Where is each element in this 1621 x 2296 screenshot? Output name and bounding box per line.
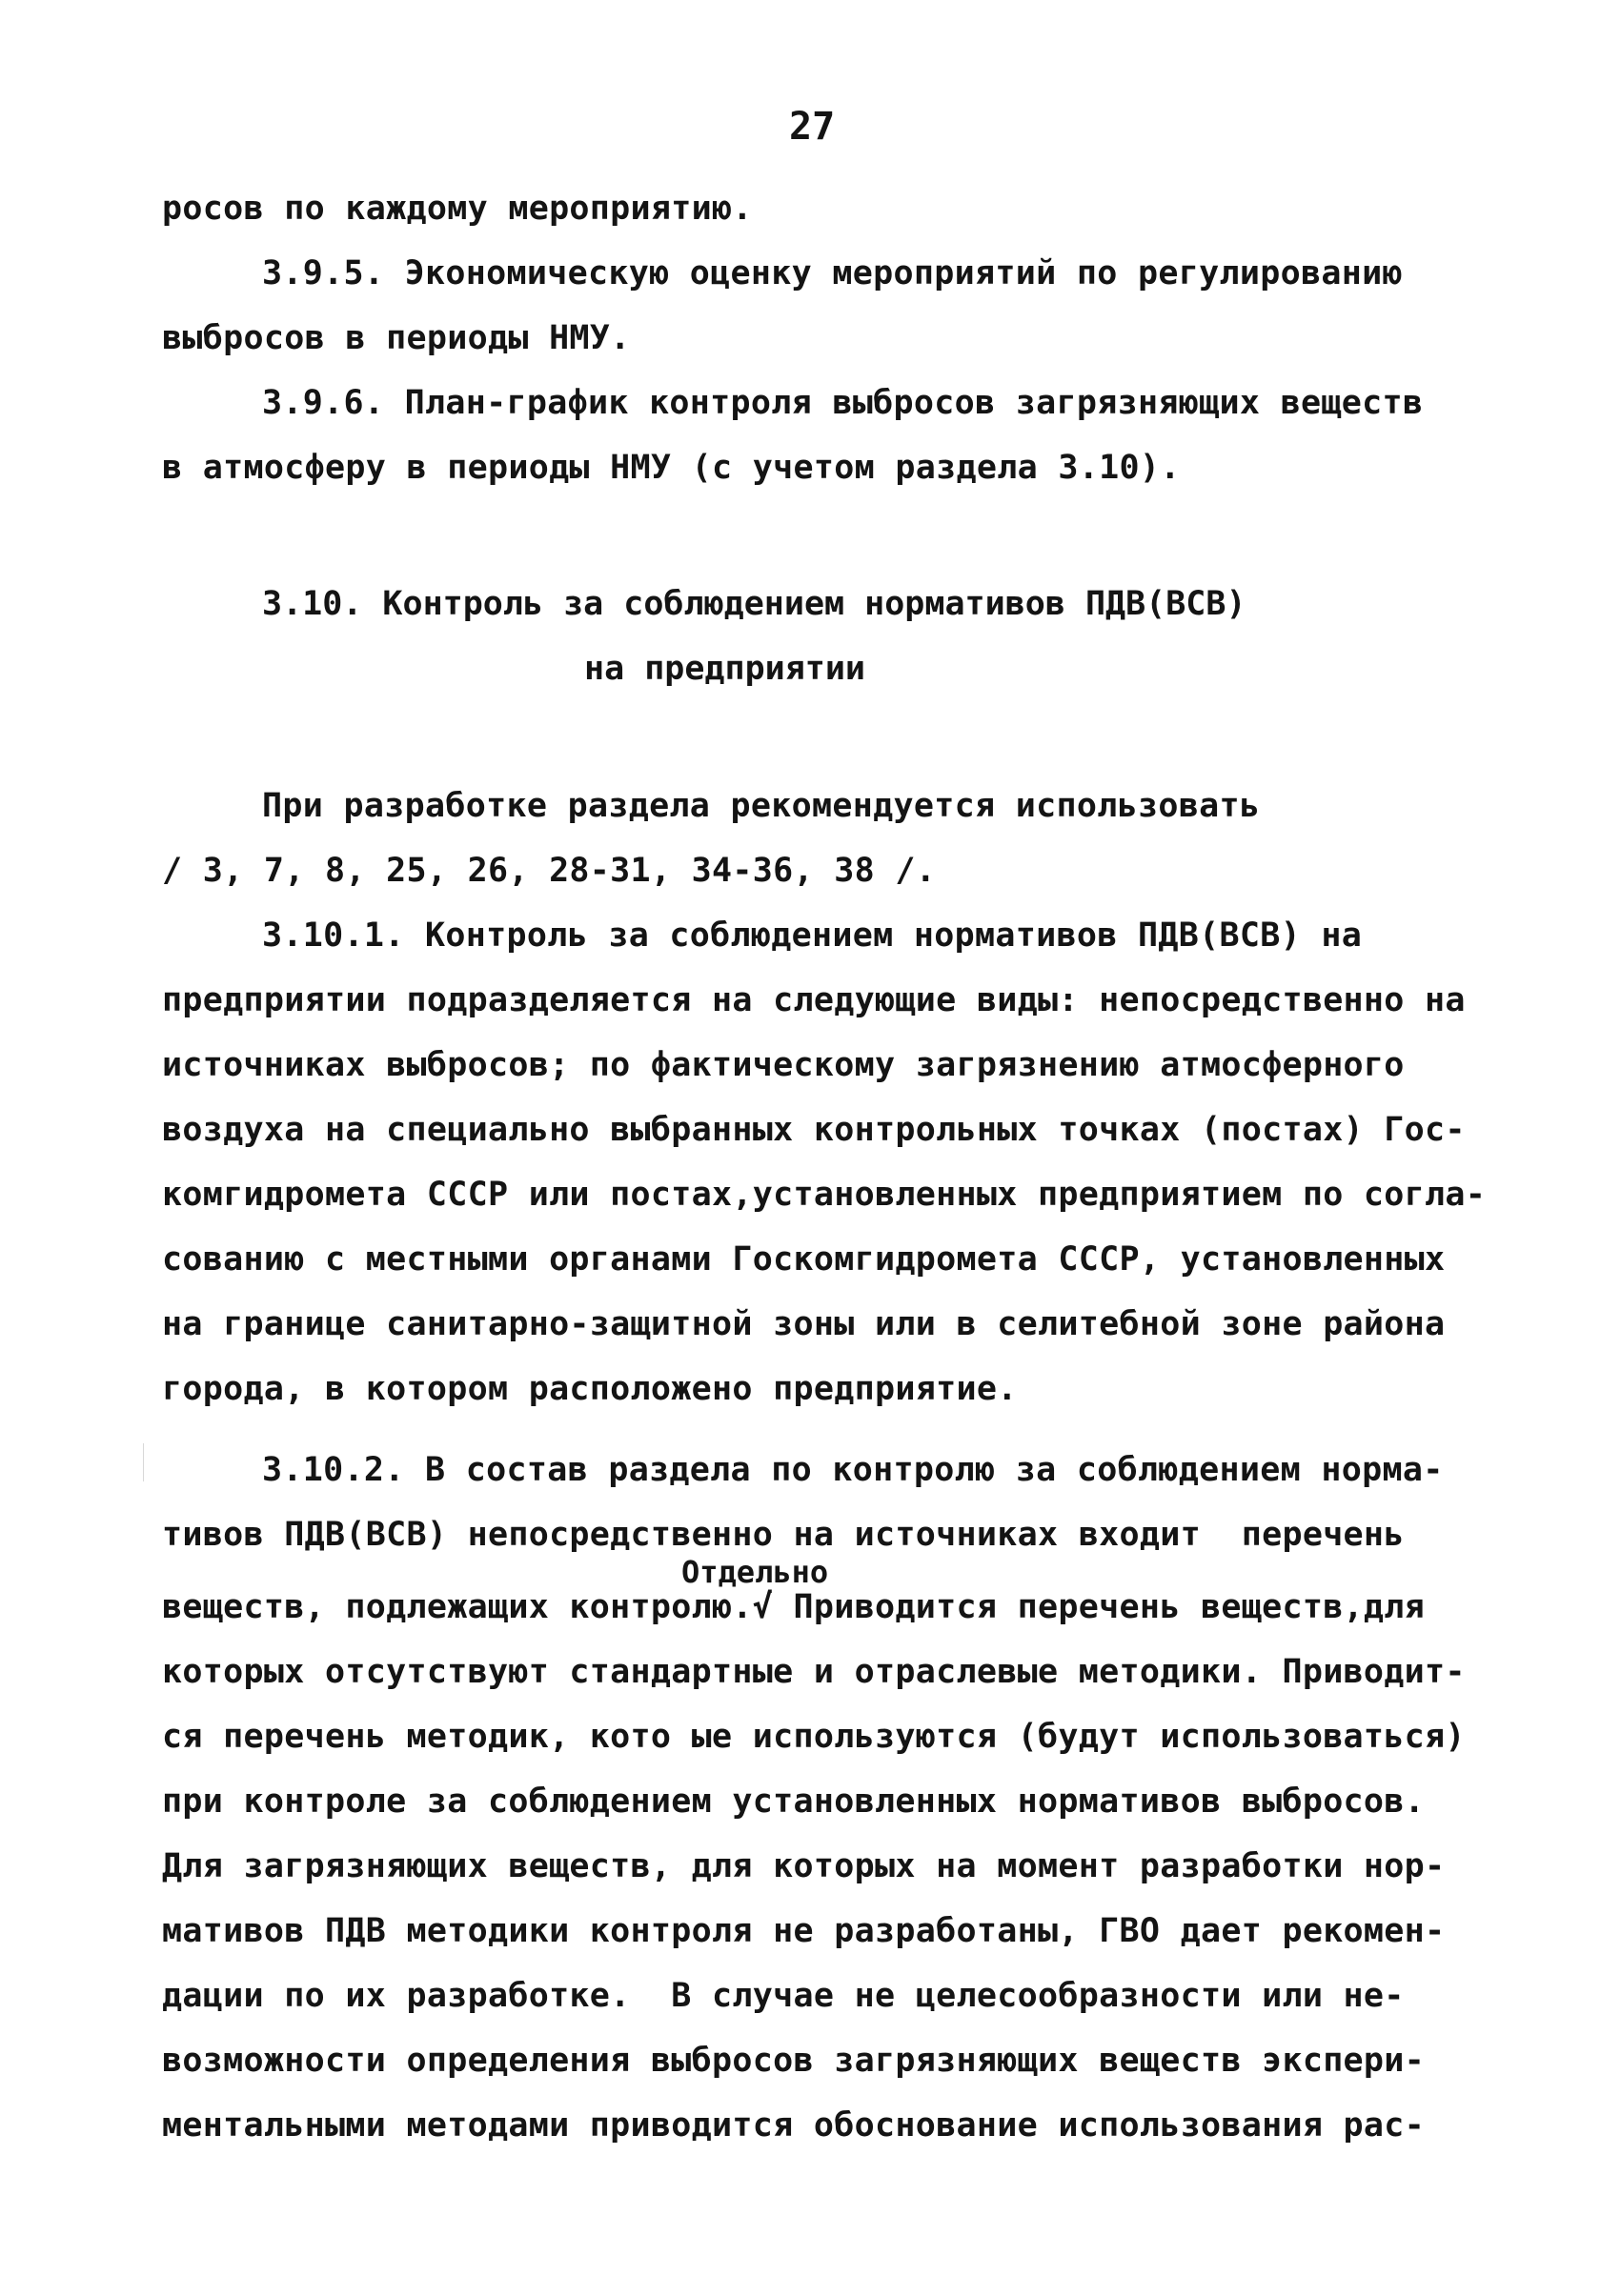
text-line: 3.9.6. План-график контроля выбросов загрязняющих веществ	[262, 384, 1424, 422]
text-line: предприятии подразделяется на следующие виды: непосредственно на	[162, 981, 1466, 1019]
paragraph-3-9-5	[162, 241, 1477, 371]
paragraph-fragment	[162, 176, 1477, 241]
section-title-line: на предприятии	[584, 650, 866, 688]
inserted-word: Отдельно	[681, 1554, 829, 1590]
reference-list: / 3, 7, 8, 25, 26, 28-31, 34-36, 38 /.	[162, 852, 937, 890]
text-line: дации по их разработке. В случае не целесообразности или не-	[162, 1977, 1405, 2015]
paragraph-3-9-6	[162, 371, 1477, 500]
page-number: 27	[789, 105, 836, 149]
text-line: воздуха на специально выбранных контрольных точках (постах) Гос-	[162, 1111, 1466, 1149]
text-line: выбросов в периоды НМУ.	[162, 319, 631, 357]
text-line: города, в котором расположено предприятие.	[162, 1370, 1018, 1408]
text-line: мативов ПДВ методики контроля не разработаны, ГВО дает рекомен-	[162, 1912, 1446, 1950]
text-line: 3.10.2. В состав раздела по контролю за соблюдением норма-	[262, 1451, 1444, 1489]
text-line: тивов ПДВ(ВСВ) непосредственно на источниках входит перечень	[162, 1516, 1405, 1554]
margin-mark	[143, 1443, 144, 1481]
section-title-line: 3.10. Контроль за соблюдением нормативов ПДВ(ВСВ)	[262, 585, 1246, 623]
text-line: которых отсутствуют стандартные и отраслевые методики. Приводит-	[162, 1653, 1466, 1691]
text-line: источниках выбросов; по фактическому загрязнению атмосферного	[162, 1046, 1405, 1084]
text-line: При разработке раздела рекомендуется использовать	[262, 787, 1261, 825]
text-line: 3.9.5. Экономическую оценку мероприятий по регулированию	[262, 254, 1403, 292]
text-line: возможности определения выбросов загрязняющих веществ экспери-	[162, 2042, 1426, 2080]
text-line: ся перечень методик, кото ые используются (будут использоваться)	[162, 1718, 1466, 1756]
text-line: ментальными методами приводится обоснование использования рас-	[162, 2106, 1426, 2145]
text-line: 3.10.1. Контроль за соблюдением нормативов ПДВ(ВСВ) на	[262, 916, 1363, 955]
section-intro	[162, 774, 1477, 903]
text-line: веществ, подлежащих контролю.√ Приводится перечень веществ,для	[162, 1588, 1426, 1626]
text-line: Для загрязняющих веществ, для которых на момент разработки нор-	[162, 1847, 1446, 1885]
text-line: при контроле за соблюдением установленных нормативов выбросов.	[162, 1782, 1426, 1821]
text-line: на границе санитарно-защитной зоны или в селитебной зоне района	[162, 1305, 1446, 1343]
text-line: в атмосферу в периоды НМУ (с учетом раздела 3.10).	[162, 449, 1181, 487]
text-line: росов по каждому мероприятию.	[162, 190, 753, 228]
text-line: комгидромета СССР или постах,установленных предприятием по согла-	[162, 1176, 1487, 1214]
section-heading-3-10	[162, 572, 1477, 701]
paragraph-3-10-1	[162, 903, 1487, 1421]
text-line: сованию с местными органами Госкомгидромета СССР, установленных	[162, 1240, 1446, 1279]
paragraph-3-10-2	[162, 1438, 1477, 2158]
